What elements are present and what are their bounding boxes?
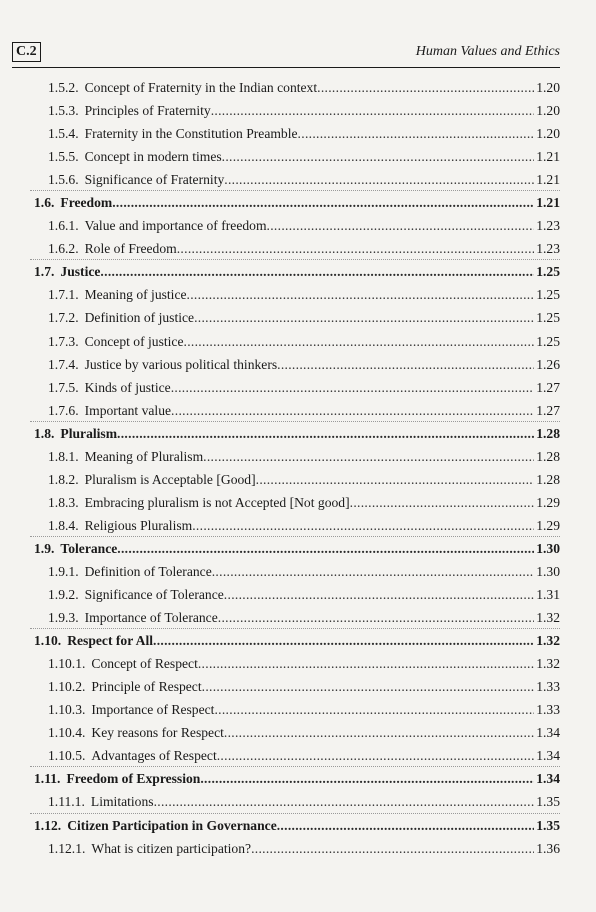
toc-page-number: 1.29 — [536, 517, 560, 533]
toc-subsection-row — [0, 560, 596, 583]
toc-subsection-row — [0, 353, 596, 376]
toc-page-number: 1.30 — [536, 563, 560, 579]
dot-leader — [187, 283, 535, 306]
toc-number: 1.8.3. — [48, 494, 79, 510]
toc-subsection-row — [0, 145, 596, 168]
toc-number: 1.10. — [34, 633, 62, 649]
dot-leader — [153, 629, 534, 652]
toc-entry — [34, 422, 560, 445]
dot-leader — [100, 260, 534, 283]
toc-number: 1.10.4. — [48, 725, 86, 741]
section-divider — [30, 259, 560, 260]
toc-page-number: 1.32 — [536, 633, 560, 649]
toc-subsection-row — [0, 122, 596, 145]
toc-title: Concept of Fraternity in the Indian context — [84, 80, 318, 95]
toc-number: 1.10.2. — [48, 679, 86, 695]
toc-title: Religious Pluralism — [84, 517, 193, 533]
toc-number: 1.7.1. — [48, 287, 79, 303]
toc-title: Limitations — [90, 794, 154, 810]
toc-page-number: 1.33 — [536, 702, 560, 718]
toc-entry — [48, 237, 560, 260]
toc-number: 1.9.2. — [48, 587, 79, 603]
toc-number: 1.6.2. — [48, 241, 79, 257]
toc-section-row — [0, 537, 596, 560]
toc-subsection-row — [0, 675, 596, 698]
toc-page-number: 1.34 — [536, 725, 560, 741]
toc-entry — [48, 376, 560, 399]
toc-entry — [48, 744, 560, 767]
toc-subsection-row — [0, 790, 596, 813]
dot-leader — [277, 353, 534, 376]
toc-number: 1.12.1. — [48, 840, 86, 856]
toc-number: 1.5.6. — [48, 172, 79, 188]
toc-entry — [48, 283, 560, 306]
toc-entry — [48, 168, 560, 191]
toc-number: 1.11. — [34, 771, 61, 787]
toc-number: 1.8.4. — [48, 517, 79, 533]
toc-page-number: 1.28 — [536, 425, 560, 441]
dot-leader — [217, 744, 534, 767]
toc-page-number: 1.20 — [536, 80, 560, 95]
section-divider — [30, 813, 560, 814]
toc-entry — [48, 698, 560, 721]
toc-page-number: 1.20 — [536, 103, 560, 119]
toc-page-number: 1.35 — [536, 794, 560, 810]
toc-page-number: 1.21 — [536, 149, 560, 165]
toc-page-number: 1.30 — [536, 540, 560, 556]
toc-page-number: 1.28 — [536, 448, 560, 464]
dot-leader — [154, 790, 535, 813]
section-divider — [30, 536, 560, 537]
toc-entry — [48, 468, 560, 491]
header-rule — [12, 67, 560, 68]
dot-leader — [350, 491, 535, 514]
toc-subsection-row — [0, 491, 596, 514]
toc-number: 1.5.2. — [48, 80, 79, 95]
toc-number: 1.12. — [34, 817, 62, 833]
toc-entry — [48, 306, 560, 329]
dot-leader — [194, 306, 534, 329]
toc-page-number: 1.21 — [536, 172, 560, 188]
toc-number: 1.7.3. — [48, 333, 79, 349]
toc-subsection-row — [0, 514, 596, 537]
page-code-box: C.2 — [12, 42, 41, 62]
toc-number: 1.8.2. — [48, 471, 79, 487]
toc-title: Freedom of Expression — [66, 771, 201, 787]
toc-page-number: 1.28 — [536, 471, 560, 487]
section-divider — [30, 421, 560, 422]
dot-leader — [298, 122, 535, 145]
toc-number: 1.6. — [34, 195, 55, 211]
toc-subsection-row — [0, 652, 596, 675]
toc-title: Justice — [60, 264, 101, 280]
running-title: Human Values and Ethics — [415, 44, 560, 59]
toc-entry — [34, 767, 560, 790]
toc-section-row — [0, 814, 596, 837]
toc-title: Freedom — [60, 195, 113, 211]
toc-entry — [48, 445, 560, 468]
toc-subsection-row — [0, 583, 596, 606]
section-divider — [30, 766, 560, 767]
toc-subsection-row — [0, 99, 596, 122]
toc-page-number: 1.32 — [536, 610, 560, 626]
toc-title: Important value — [84, 402, 172, 418]
toc-entry — [48, 652, 560, 675]
toc-page-number: 1.25 — [536, 310, 560, 326]
toc-title: Importance of Tolerance — [84, 610, 218, 626]
dot-leader — [117, 537, 534, 560]
dot-leader — [198, 652, 534, 675]
toc-subsection-row — [0, 214, 596, 237]
toc-entry — [48, 122, 560, 145]
toc-number: 1.8.1. — [48, 448, 79, 464]
toc-title: Concept of justice — [84, 333, 184, 349]
toc-title: Concept in modern times — [84, 149, 222, 165]
toc-number: 1.10.5. — [48, 748, 86, 764]
toc-number: 1.5.3. — [48, 103, 79, 119]
toc-page-number: 1.25 — [536, 264, 560, 280]
toc-title: Advantages of Respect — [91, 748, 217, 764]
toc-title: Significance of Tolerance — [84, 587, 224, 603]
toc-page-number: 1.35 — [536, 817, 560, 833]
toc-subsection-row — [0, 306, 596, 329]
dot-leader — [212, 560, 534, 583]
dot-leader — [192, 514, 534, 537]
toc-entry — [48, 837, 560, 860]
dot-leader — [224, 583, 534, 606]
dot-leader — [184, 330, 535, 353]
toc-entry — [48, 76, 560, 99]
toc-subsection-row — [0, 468, 596, 491]
dot-leader — [214, 698, 534, 721]
toc-title: Tolerance — [60, 540, 118, 556]
toc-title: Fraternity in the Constitution Preamble — [84, 126, 298, 142]
dot-leader — [202, 675, 535, 698]
toc-page-number: 1.31 — [536, 587, 560, 603]
toc-subsection-row — [0, 606, 596, 629]
toc-number: 1.6.1. — [48, 218, 79, 234]
toc-entry — [48, 399, 560, 422]
toc-title: Embracing pluralism is not Accepted [Not good] — [84, 494, 350, 510]
toc-subsection-row — [0, 330, 596, 353]
dot-leader — [171, 376, 535, 399]
toc-page-number: 1.26 — [536, 356, 560, 372]
toc-entry — [48, 99, 560, 122]
toc-entry — [34, 814, 560, 837]
page-header — [12, 42, 560, 66]
toc-section-row — [0, 191, 596, 214]
dot-leader — [256, 468, 535, 491]
section-divider — [30, 190, 560, 191]
toc-subsection-row — [0, 283, 596, 306]
toc-title: Role of Freedom — [84, 241, 177, 257]
dot-leader — [211, 99, 535, 122]
toc-number: 1.5.5. — [48, 149, 79, 165]
dot-leader — [251, 837, 534, 860]
toc-number: 1.7. — [34, 264, 55, 280]
toc-entry — [34, 629, 560, 652]
toc-number: 1.11.1. — [48, 794, 85, 810]
toc-entry — [48, 721, 560, 744]
toc-page-number: 1.21 — [536, 195, 560, 211]
toc-page-number: 1.27 — [536, 402, 560, 418]
dot-leader — [224, 168, 534, 191]
toc-entry — [48, 560, 560, 583]
toc-page-number: 1.36 — [536, 840, 560, 856]
toc-page-number: 1.34 — [536, 748, 560, 764]
toc-page-number: 1.20 — [536, 126, 560, 142]
toc-number: 1.10.3. — [48, 702, 86, 718]
toc-entry — [48, 330, 560, 353]
toc-section-row — [0, 767, 596, 790]
toc-page-number: 1.32 — [536, 656, 560, 672]
toc-page-number: 1.23 — [536, 241, 560, 257]
dot-leader — [171, 399, 534, 422]
toc-number: 1.8. — [34, 425, 55, 441]
toc-subsection-row — [0, 721, 596, 744]
toc-title: Definition of Tolerance — [84, 563, 212, 579]
toc-subsection-row — [0, 445, 596, 468]
toc-entry — [48, 675, 560, 698]
toc-number: 1.10.1. — [48, 656, 86, 672]
toc-title: Value and importance of freedom — [84, 218, 267, 234]
toc-entry — [34, 537, 560, 560]
toc-title: Significance of Fraternity — [84, 172, 225, 188]
dot-leader — [317, 76, 534, 99]
toc-entry — [48, 145, 560, 168]
toc-entry — [48, 583, 560, 606]
toc-subsection-row — [0, 376, 596, 399]
toc-title: Importance of Respect — [91, 702, 215, 718]
toc-title: Respect for All — [67, 633, 154, 649]
toc-number: 1.9. — [34, 540, 55, 556]
toc-number: 1.9.3. — [48, 610, 79, 626]
toc-title: Definition of justice — [84, 310, 195, 326]
toc-subsection-row — [0, 744, 596, 767]
toc-title: Meaning of justice — [84, 287, 187, 303]
toc-number: 1.7.5. — [48, 379, 79, 395]
dot-leader — [177, 237, 534, 260]
dot-leader — [224, 721, 534, 744]
toc-subsection-row — [0, 168, 596, 191]
toc-page-number: 1.29 — [536, 494, 560, 510]
toc-title: Concept of Respect — [91, 656, 198, 672]
toc-entry — [48, 491, 560, 514]
dot-leader — [222, 145, 535, 168]
toc-title: Justice by various political thinkers — [84, 356, 278, 372]
toc-title: Citizen Participation in Governance — [67, 817, 277, 833]
toc-entry — [48, 214, 560, 237]
dot-leader — [277, 814, 534, 837]
toc-entry — [48, 606, 560, 629]
dot-leader — [203, 445, 534, 468]
toc-section-row — [0, 260, 596, 283]
toc-title: Meaning of Pluralism — [84, 448, 204, 464]
dot-leader — [112, 191, 534, 214]
dot-leader — [218, 606, 534, 629]
toc-entry — [34, 191, 560, 214]
dot-leader — [117, 422, 534, 445]
toc-page-number: 1.33 — [536, 679, 560, 695]
toc-title: Key reasons for Respect — [91, 725, 224, 741]
toc-page-number: 1.27 — [536, 379, 560, 395]
toc-title: Principle of Respect — [91, 679, 202, 695]
toc-number: 1.7.4. — [48, 356, 79, 372]
toc-page-number: 1.34 — [536, 771, 560, 787]
toc-number: 1.5.4. — [48, 126, 79, 142]
toc-subsection-row — [0, 837, 596, 860]
toc-entry — [48, 790, 560, 813]
dot-leader — [200, 767, 534, 790]
toc-title: What is citizen participation? — [91, 840, 252, 856]
toc-subsection-row — [0, 237, 596, 260]
toc-section-row — [0, 629, 596, 652]
toc-entry — [48, 353, 560, 376]
toc-title: Pluralism is Acceptable [Good] — [84, 471, 256, 487]
toc-section-row — [0, 422, 596, 445]
toc-number: 1.7.6. — [48, 402, 79, 418]
dot-leader — [267, 214, 535, 237]
toc-subsection-row — [0, 76, 596, 99]
toc-title: Kinds of justice — [84, 379, 171, 395]
toc-entry — [34, 260, 560, 283]
toc-number: 1.9.1. — [48, 563, 79, 579]
table-of-contents — [0, 76, 596, 860]
section-divider — [30, 628, 560, 629]
toc-subsection-row — [0, 698, 596, 721]
toc-entry — [48, 514, 560, 537]
toc-title: Pluralism — [60, 425, 118, 441]
toc-number: 1.7.2. — [48, 310, 79, 326]
toc-page-number: 1.25 — [536, 287, 560, 303]
toc-subsection-row — [0, 399, 596, 422]
toc-page-number: 1.23 — [536, 218, 560, 234]
toc-title: Principles of Fraternity — [84, 103, 211, 119]
toc-page-number: 1.25 — [536, 333, 560, 349]
